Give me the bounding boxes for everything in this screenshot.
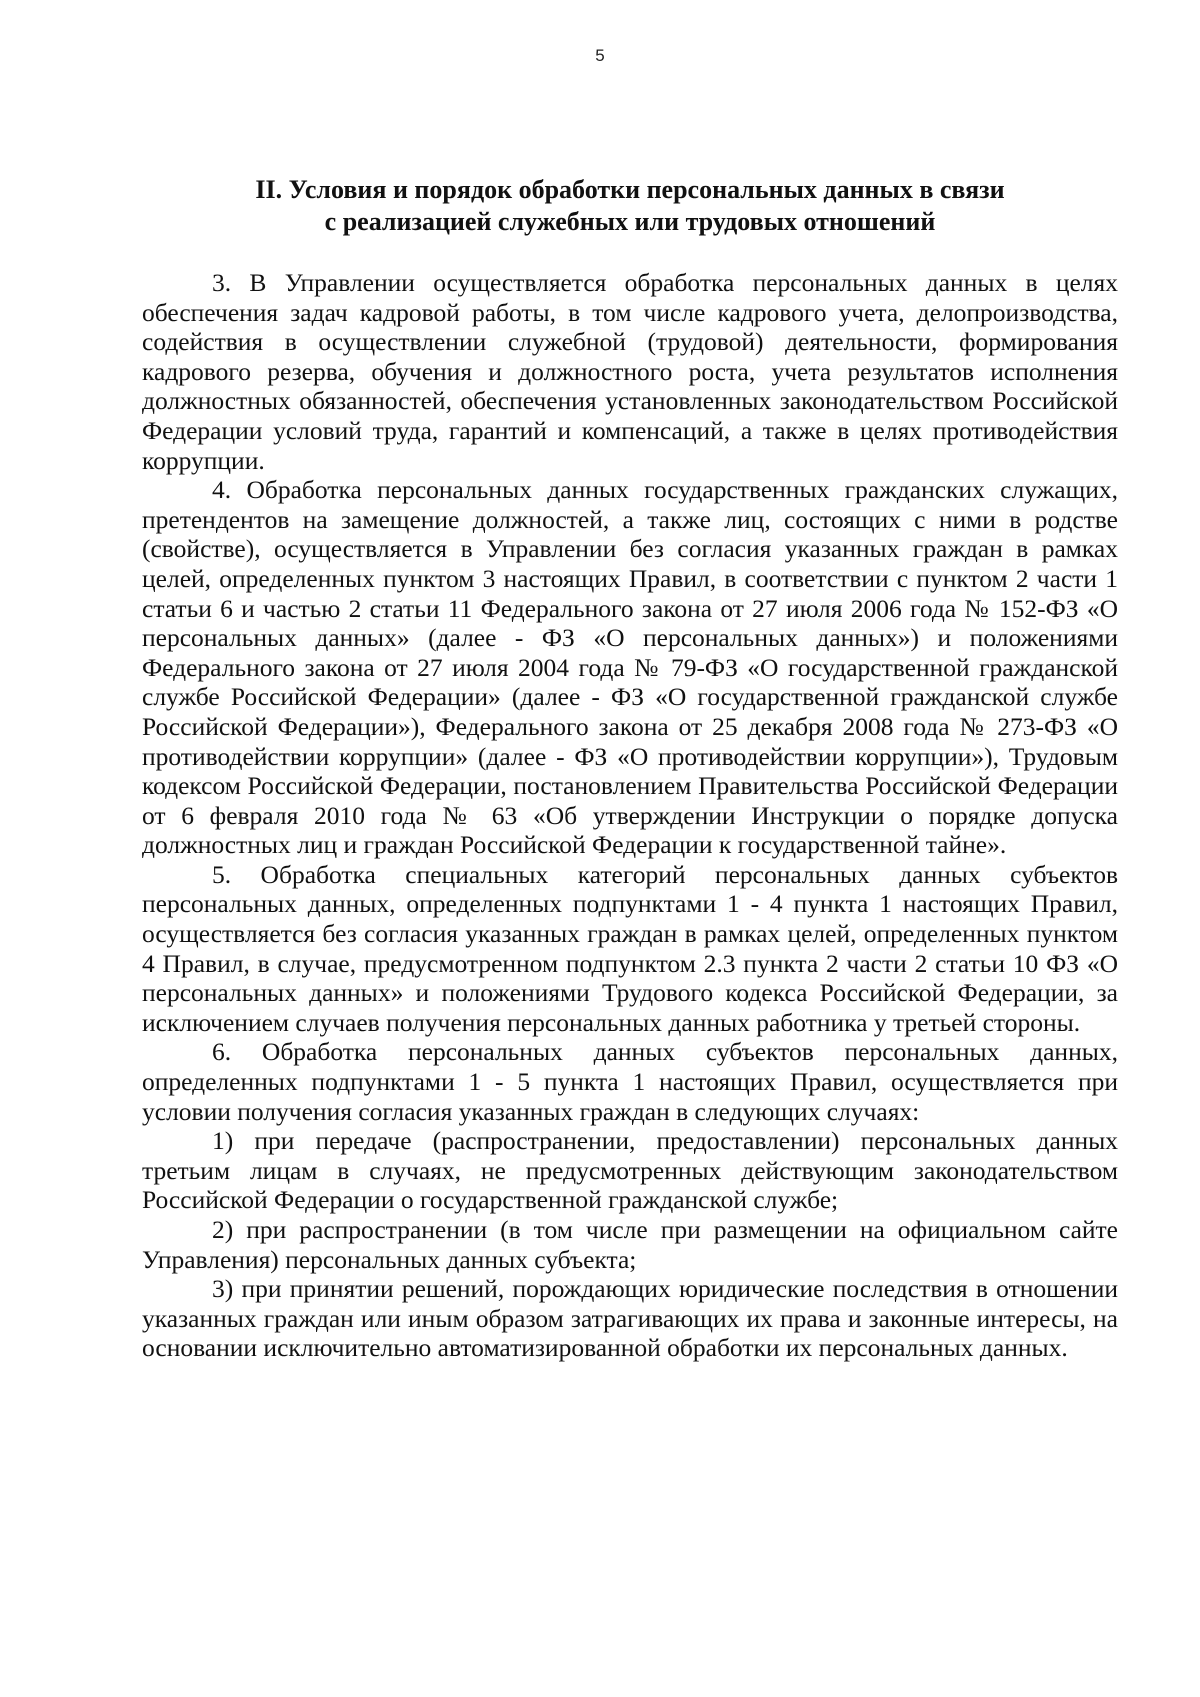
- paragraph-4: 4. Обработка персональных данных государственных гражданских служащих, претендентов на замещение должностей, а также лиц, состоящих с ними в родстве (свойстве), осуществляется в Управлении без согласия указанных граждан в рамках целей, определенных пунктом 3 настоящих Правил, в соответствии с пунктом 2 части 1 статьи 6 и частью 2 статьи 11 Федерального закона от 27 июля 2006 года № 152-ФЗ «О персональных данных» (далее - ФЗ «О персональных данных») и положениями Федерального закона от 27 июля 2004 года № 79-ФЗ «О государственной гражданской службе Российской Федерации» (далее - ФЗ «О государственной гражданской службе Российской Федерации»), Федерального закона от 25 декабря 2008 года № 273-ФЗ «О противодействии коррупции» (далее - ФЗ «О противодействии коррупции»), Трудовым кодексом Российской Федерации, постановлением Правительства Российской Федерации от 6 февраля 2010 года № 63 «Об утверждении Инструкции о порядке допуска должностных лиц и граждан Российской Федерации к государственной тайне».: [142, 475, 1118, 860]
- paragraph-5: 5. Обработка специальных категорий персональных данных субъектов персональных данных, определенных подпунктами 1 - 4 пункта 1 настоящих Правил, осуществляется без согласия указанных граждан в рамках целей, определенных пунктом 4 Правил, в случае, предусмотренном подпунктом 2.3 пункта 2 части 2 статьи 10 ФЗ «О персональных данных» и положениями Трудового кодекса Российской Федерации, за исключением случаев получения персональных данных работника у третьей стороны.: [142, 859, 1118, 1037]
- paragraph-6: 6. Обработка персональных данных субъектов персональных данных, определенных подпунктами 1 - 5 пункта 1 настоящих Правил, осуществляется при условии получения согласия указанных граждан в следующих случаях:: [142, 1037, 1118, 1126]
- paragraph-3: 3. В Управлении осуществляется обработка персональных данных в целях обеспечения задач кадровой работы, в том числе кадрового учета, делопроизводства, содействия в осуществлении служебной (трудовой) деятельности, формирования кадрового резерва, обучения и должностного роста, учета результатов исполнения должностных обязанностей, обеспечения установленных законодательством Российской Федерации условий труда, гарантий и компенсаций, а также в целях противодействия коррупции.: [142, 268, 1118, 475]
- document-body: [142, 268, 1118, 1363]
- subparagraph-6-1: 1) при передаче (распространении, предоставлении) персональных данных третьим лицам в случаях, не предусмотренных действующим законодательством Российской Федерации о государственной гражданской службе;: [142, 1126, 1118, 1215]
- page-number: 5: [595, 46, 605, 65]
- section-heading-line-2: с реализацией служебных или трудовых отношений: [324, 207, 936, 236]
- section-heading: [140, 174, 1120, 238]
- subparagraph-6-3: 3) при принятии решений, порождающих юридические последствия в отношении указанных граждан или иным образом затрагивающих их права и законные интересы, на основании исключительно автоматизированной обработки их персональных данных.: [142, 1274, 1118, 1363]
- subparagraph-6-2: 2) при распространении (в том числе при размещении на официальном сайте Управления) персональных данных субъекта;: [142, 1215, 1118, 1274]
- section-heading-line-1: II. Условия и порядок обработки персональных данных в связи: [255, 175, 1005, 204]
